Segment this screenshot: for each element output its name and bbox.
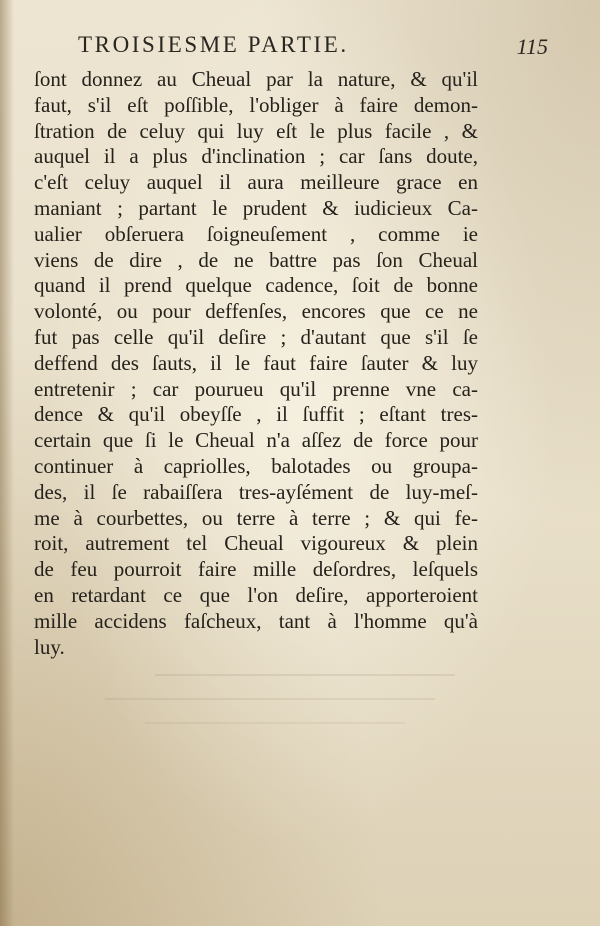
text-line: de feu pourroit faire mille deſordres, leſquels bbox=[34, 557, 478, 582]
show-through-marks bbox=[85, 668, 465, 738]
text-line: c'eſt celuy auquel il aura meilleure grace en bbox=[34, 170, 478, 195]
text-line: me à courbettes, ou terre à terre ; & qui fe- bbox=[34, 505, 478, 530]
text-line: ſtration de celuy qui luy eſt le plus facile , & bbox=[34, 118, 478, 143]
text-line: auquel il a plus d'inclination ; car ſans doute, bbox=[34, 144, 478, 169]
text-line: mille accidens faſcheux, tant à l'homme qu'à bbox=[34, 608, 478, 633]
page-number: 115 bbox=[516, 34, 548, 59]
running-title: TROISIESME PARTIE. bbox=[78, 32, 349, 57]
text-line: ualier obſeruera ſoigneuſement , comme ie bbox=[34, 221, 478, 246]
text-line: entretenir ; car pourueu qu'il prenne vne ca- bbox=[34, 376, 478, 401]
text-line: maniant ; partant le prudent & iudicieux Ca- bbox=[34, 195, 478, 220]
text-line: en retardant ce que l'on deſire, apporteroient bbox=[34, 582, 478, 607]
text-line: faut, s'il eſt poſſible, l'obliger à faire demon- bbox=[34, 92, 478, 117]
text-line: continuer à capriolles, balotades ou groupa- bbox=[34, 453, 478, 478]
text-line: des, il ſe rabaiſſera tres-ayſément de luy-meſ- bbox=[34, 479, 478, 504]
text-line: certain que ſi le Cheual n'a aſſez de force pour bbox=[34, 428, 478, 453]
page-gutter-shadow bbox=[0, 0, 14, 926]
text-line: deffend des ſauts, il le faut faire ſauter & luy bbox=[34, 350, 478, 375]
text-line: fut pas celle qu'il deſire ; d'autant que s'il ſe bbox=[34, 324, 478, 349]
text-line-final: luy. bbox=[34, 634, 65, 659]
text-line: volonté, ou pour deffenſes, encores que ce ne bbox=[34, 299, 478, 324]
body-text bbox=[34, 67, 478, 660]
text-line: ſont donnez au Cheual par la nature, & qu'il bbox=[34, 67, 478, 91]
running-header bbox=[78, 30, 548, 66]
text-line: dence & qu'il obeyſſe , il ſuffit ; eſtant tres- bbox=[34, 402, 478, 427]
text-line: roit, autrement tel Cheual vigoureux & plein bbox=[34, 531, 478, 556]
text-line: viens de dire , de ne battre pas ſon Cheual bbox=[34, 247, 478, 272]
show-through-text bbox=[85, 668, 465, 744]
text-line: quand il prend quelque cadence, ſoit de bonne bbox=[34, 273, 478, 298]
